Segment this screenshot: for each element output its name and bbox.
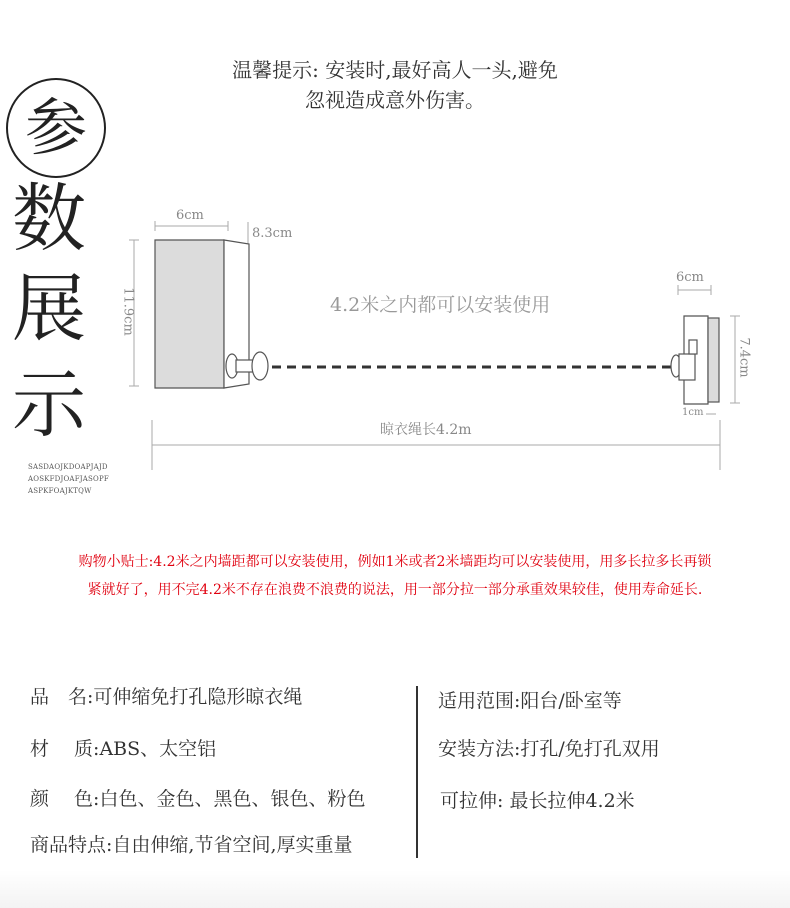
title-char-3: 展 xyxy=(12,266,86,352)
shopping-tip-line-2: 紧就好了，用不完4.2米不存在浪费不浪费的说法，用一部分拉一部分承重效果较佳，使用寿命延长. xyxy=(87,582,703,598)
tip-line-1: 温馨提示: 安装时,最好高人一头,避免 xyxy=(232,58,558,82)
spec-color: 颜 色:白色、金色、黑色、银色、粉色 xyxy=(30,788,366,810)
title-char-1: 参 xyxy=(24,91,87,164)
spec-material: 材 质:ABS、太空铝 xyxy=(30,738,217,760)
right-box-side xyxy=(708,318,719,402)
tip-line-2: 忽视造成意外伤害。 xyxy=(305,88,485,112)
spec-feature: 商品特点:自由伸缩,节省空间,厚实重量 xyxy=(30,834,353,856)
title-char-2: 数 xyxy=(12,176,86,262)
left-height-label: 11.9cm xyxy=(120,287,136,336)
spec-name: 品 名:可伸缩免打孔隐形晾衣绳 xyxy=(30,686,303,708)
right-width-label: 6cm xyxy=(676,270,704,285)
right-small-label: 1cm xyxy=(682,407,704,418)
spec-divider xyxy=(416,686,418,858)
left-width-label: 6cm xyxy=(176,208,204,223)
decorative-text-2: AOSKFDJOAFJASOPF xyxy=(28,475,109,483)
left-box-front xyxy=(155,240,224,388)
spec-install: 安装方法:打孔/免打孔双用 xyxy=(438,738,660,760)
left-depth-label: 8.3cm xyxy=(252,226,293,241)
decorative-text-1: SASDAOJKDOAPJAJD xyxy=(28,463,108,471)
bottom-fade xyxy=(0,870,790,908)
title-char-4: 示 xyxy=(12,362,86,448)
range-label: 4.2米之内都可以安装使用 xyxy=(330,294,551,316)
spec-scope: 适用范围:阳台/卧室等 xyxy=(438,690,622,712)
right-height-label: 7.4cm xyxy=(736,337,752,378)
decorative-text-3: ASPKFOAJKTQW xyxy=(28,487,92,495)
rope-length-label: 晾衣绳长4.2m xyxy=(380,422,472,438)
shopping-tip-line-1: 购物小贴士:4.2米之内墙距都可以安装使用，例如1米或者2米墙距均可以安装使用，用多长拉多长再锁 xyxy=(78,554,712,570)
spec-stretch: 可拉伸: 最长拉伸4.2米 xyxy=(440,790,635,812)
